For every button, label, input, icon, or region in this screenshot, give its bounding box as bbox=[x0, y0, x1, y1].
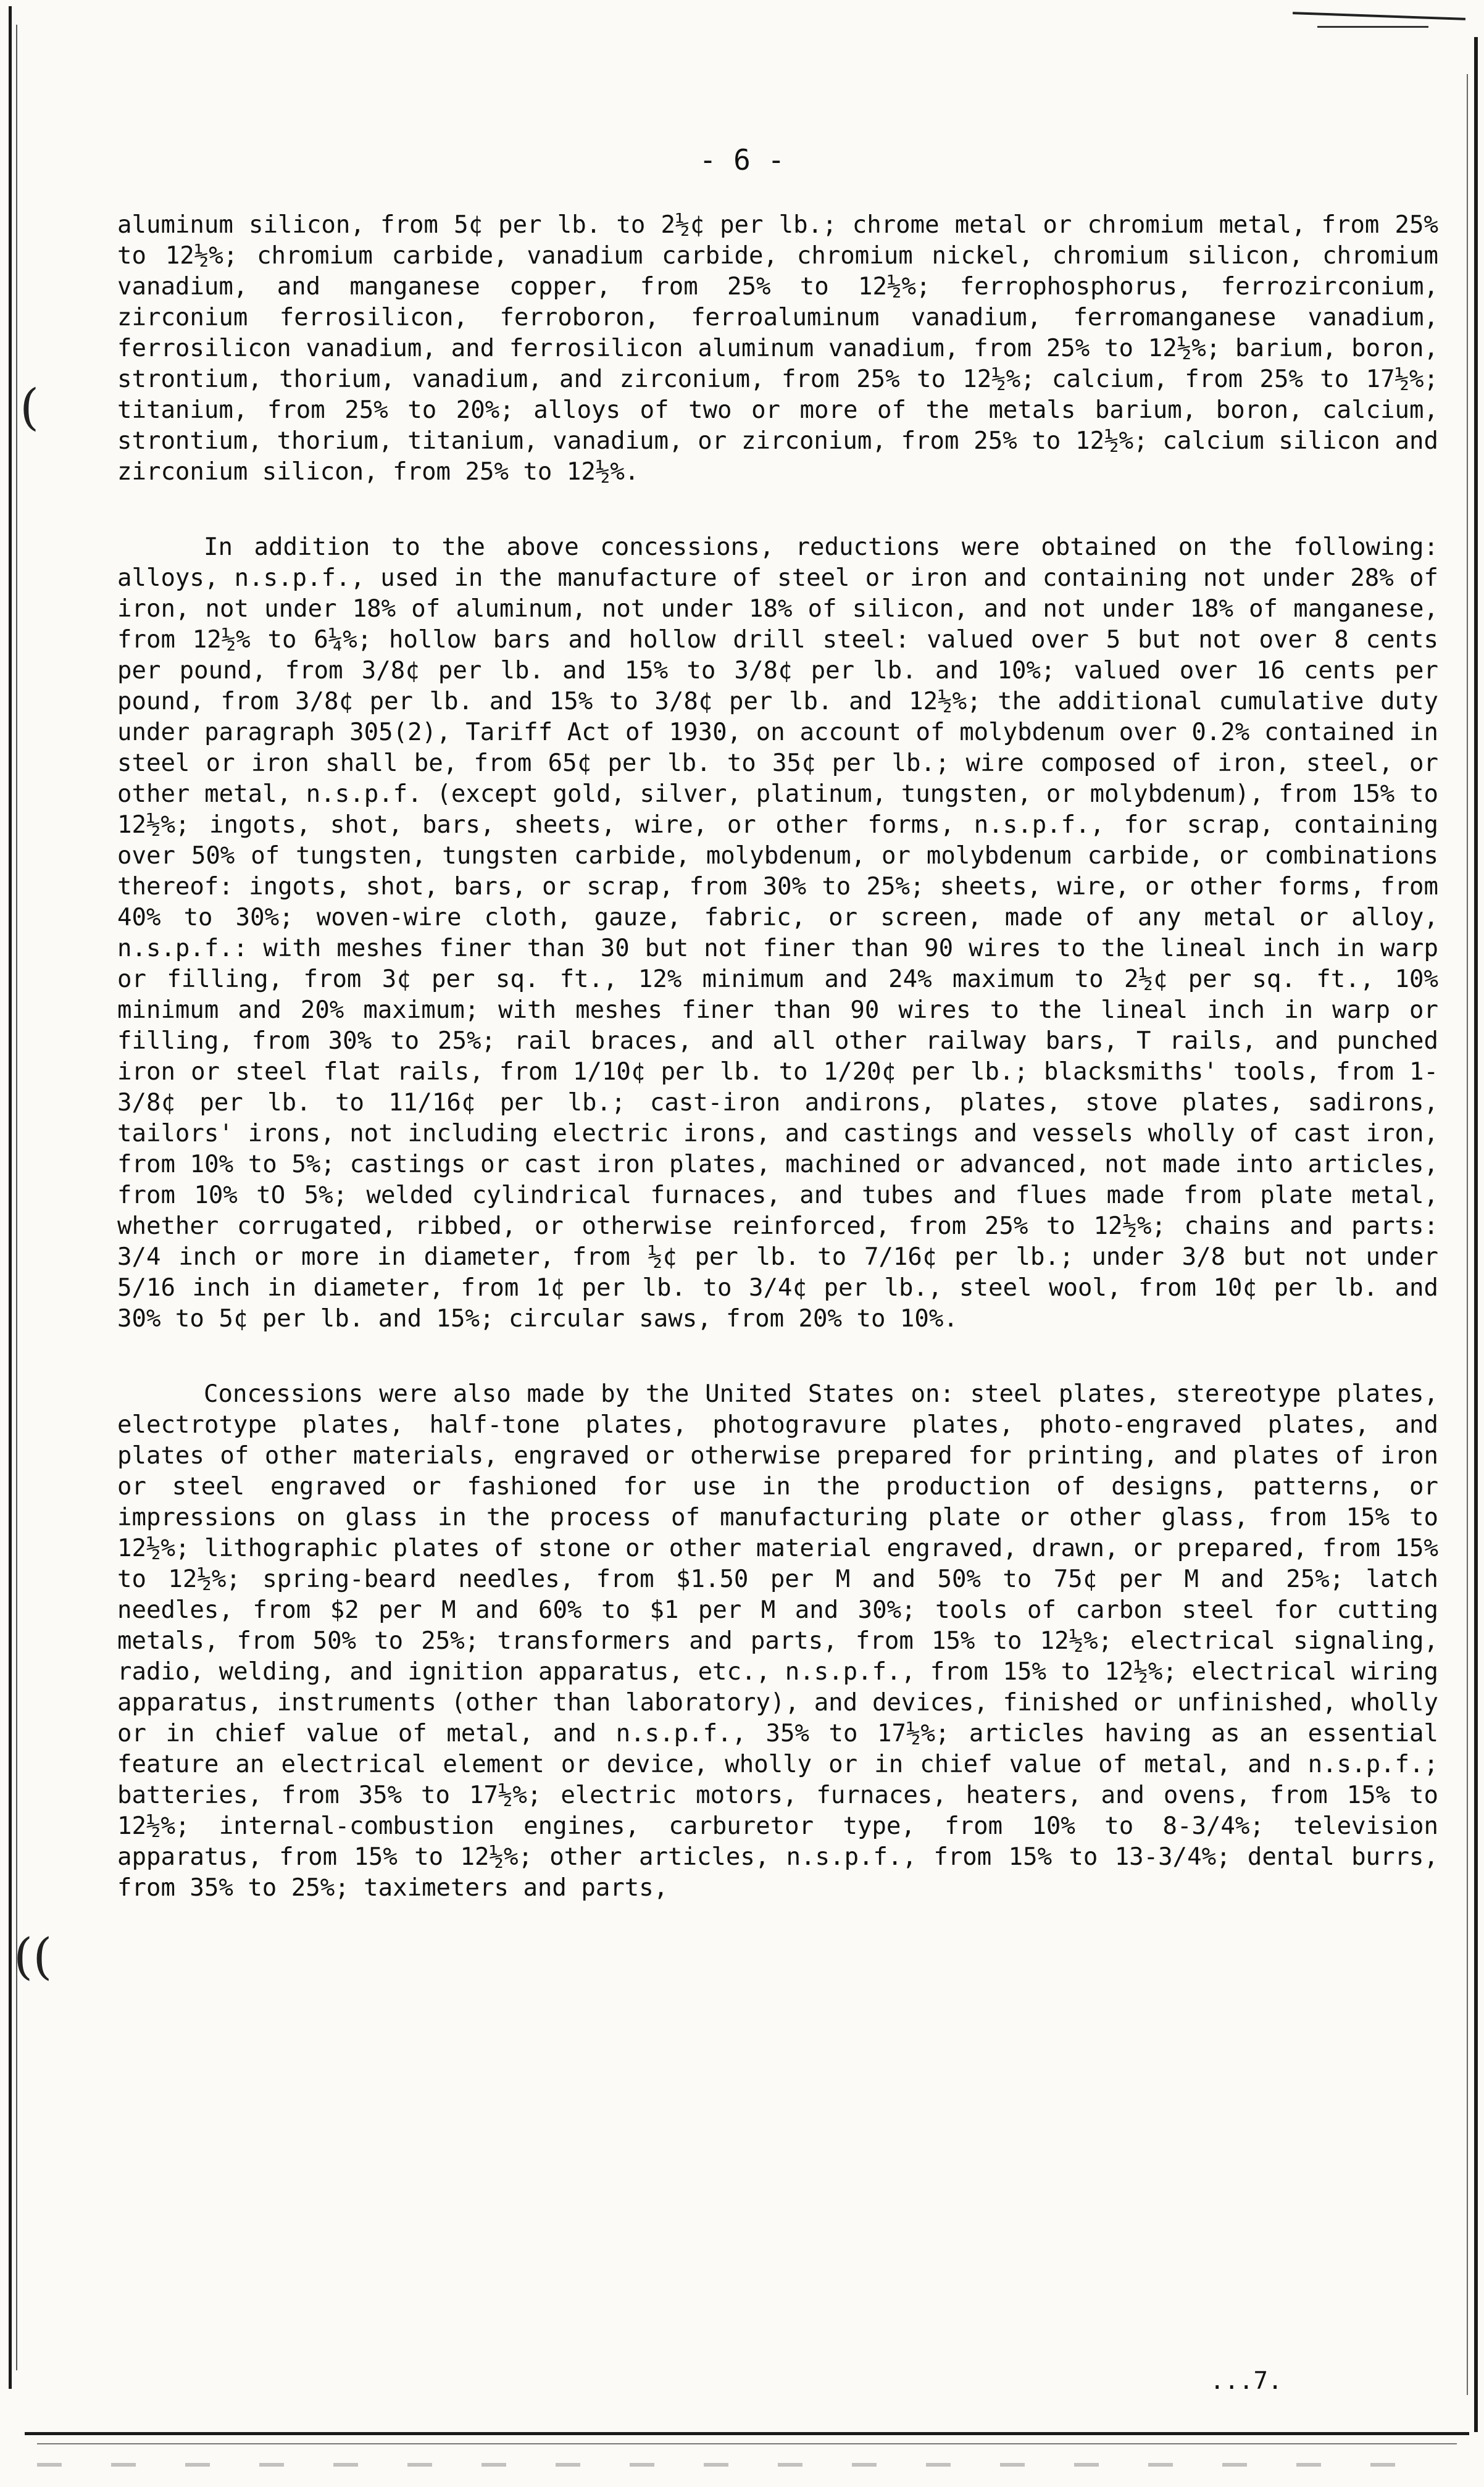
scan-border-left-inner bbox=[16, 25, 17, 2370]
scan-border-top bbox=[1293, 12, 1465, 20]
scan-border-right-inner bbox=[1467, 74, 1468, 2395]
scan-border-right bbox=[1474, 37, 1478, 2432]
continuation-marker: ...7. bbox=[1210, 2367, 1283, 2395]
binding-mark-icon: (( bbox=[14, 1928, 52, 1985]
scan-border-bottom bbox=[25, 2432, 1469, 2435]
document-body bbox=[117, 210, 1438, 1948]
page-number: - 6 - bbox=[699, 143, 785, 177]
paragraph-metal-alloys: aluminum silicon, from 5¢ per lb. to 2½¢ per lb.; chrome metal or chromium metal, from 25% to 12½%; chromium carbide, vanadium carbide, chromium nickel, chromium silicon, chromium vanadium, and manganese copper, from 25% to 12½%; ferrophosphorus, ferrozirconium, zirconium ferrosilicon, ferroboron, ferroaluminum vanadium, ferromanganese vanadium, ferrosilicon vanadium, and ferrosilicon aluminum vanadium, from 25% to 12½%; barium, boron, strontium, thorium, vanadium, and zirconium, from 25% to 12½%; calcium, from 25% to 17½%; titanium, from 25% to 20%; alloys of two or more of the metals barium, boron, calcium, strontium, thorium, titanium, vanadium, or zirconium, from 25% to 12½%; calcium silicon and zirconium silicon, from 25% to 12½%. bbox=[117, 211, 1438, 486]
scan-artifact-dashes bbox=[37, 2463, 1395, 2467]
scan-border-left bbox=[9, 6, 12, 2389]
paragraph-concessions: Concessions were also made by the United States on: steel plates, stereotype plates, electrotype plates, half-tone plates, photogravure plates, photo-engraved plates, and plates of other materials, engraved or otherwise prepared for printing, and plates of iron or steel engraved or fashioned for use in the production of designs, patterns, or impressions on glass in the process of manufacturing plate or other glass, from 15% to 12½%; lithographic plates of stone or other material engraved, drawn, or prepared, from 15% to 12½%; spring-beard needles, from $1.50 per M and 50% to 75¢ per M and 25%; latch needles, from $2 per M and 60% to $1 per M and 30%; tools of carbon steel for cutting metals, from 50% to 25%; transformers and parts, from 15% to 12½%; electrical signaling, radio, welding, and ignition apparatus, etc., n.s.p.f., from 15% to 12½%; electrical wiring apparatus, instruments (other than laboratory), and devices, finished or unfinished, wholly or in chief value of metal, and n.s.p.f., 35% to 17½%; articles having as an essential feature an electrical element or device, wholly or in chief value of metal, and n.s.p.f.; batteries, from 35% to 17½%; electric motors, furnaces, heaters, and ovens, from 15% to 12½%; internal-combustion engines, carburetor type, from 10% to 8-3/4%; television apparatus, from 15% to 12½%; other articles, n.s.p.f., from 15% to 13-3/4%; dental burrs, from 35% to 25%; taximeters and parts, bbox=[117, 1380, 1438, 1902]
scan-border-bottom-inner bbox=[37, 2443, 1457, 2444]
binding-mark-icon: ( bbox=[20, 378, 40, 436]
paragraph-reductions: In addition to the above concessions, reductions were obtained on the following: alloys, n.s.p.f., used in the manufacture of steel or iron and containing not under 28% of iron, not under 18% of aluminum, not under 18% of silicon, and not under 18% of manganese, from 12½% to 6¼%; hollow bars and hollow drill steel: valued over 5 but not over 8 cents per pound, from 3/8¢ per lb. and 15% to 3/8¢ per lb. and 10%; valued over 16 cents per pound, from 3/8¢ per lb. and 15% to 3/8¢ per lb. and 12½%; the additional cumulative duty under paragraph 305(2), Tariff Act of 1930, on account of molybdenum over 0.2% contained in steel or iron shall be, from 65¢ per lb. to 35¢ per lb.; wire composed of iron, steel, or other metal, n.s.p.f. (except gold, silver, platinum, tungsten, or molybdenum), from 15% to 12½%; ingots, shot, bars, sheets, wire, or other forms, n.s.p.f., for scrap, containing over 50% of tungsten, tungsten carbide, molybdenum, or molybdenum carbide, or combinations thereof: ingots, shot, bars, or scrap, from 30% to 25%; sheets, wire, or other forms, from 40% to 30%; woven-wire cloth, gauze, fabric, or screen, made of any metal or alloy, n.s.p.f.: with meshes finer than 30 but not finer than 90 wires to the lineal inch in warp or filling, from 3¢ per sq. ft., 12% minimum and 24% maximum to 2½¢ per sq. ft., 10% minimum and 20% maximum; with meshes finer than 90 wires to the lineal inch in warp or filling, from 30% to 25%; rail braces, and all other railway bars, T rails, and punched iron or steel flat rails, from 1/10¢ per lb. to 1/20¢ per lb.; blacksmiths' tools, from 1-3/8¢ per lb. to 11/16¢ per lb.; cast-iron andirons, plates, stove plates, sadirons, tailors' irons, not including electric irons, and castings and vessels wholly of cast iron, from 10% to 5%; castings or cast iron plates, machined or advanced, not made into articles, from 10% tO 5%; welded cylindrical furnaces, and tubes and flues made from plate metal, whether corrugated, ribbed, or otherwise reinforced, from 25% to 12½%; chains and parts: 3/4 inch or more in diameter, from ½¢ per lb. to 7/16¢ per lb.; under 3/8 but not under 5/16 inch in diameter, from 1¢ per lb. to 3/4¢ per lb., steel wool, from 10¢ per lb. and 30% to 5¢ per lb. and 15%; circular saws, from 20% to 10%. bbox=[117, 533, 1438, 1333]
scan-border-top-inner bbox=[1317, 26, 1428, 28]
